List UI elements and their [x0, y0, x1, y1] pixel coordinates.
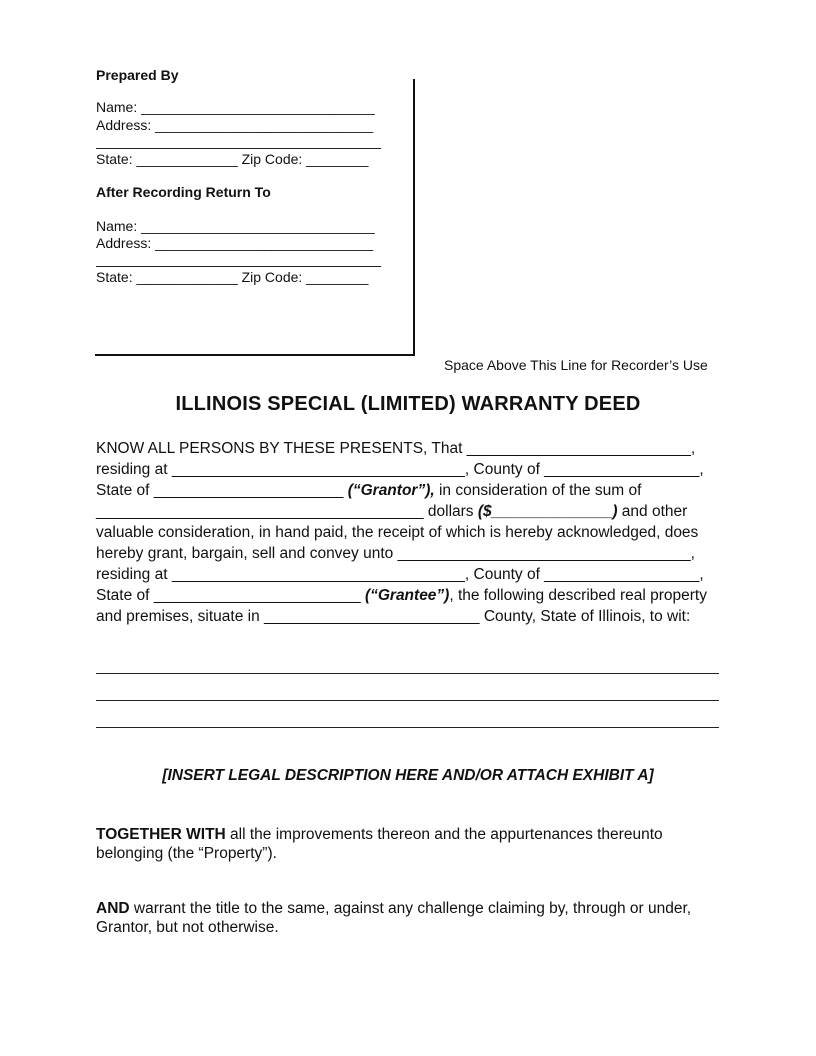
and-warrant-text: warrant the title to the same, against any challenge claiming by, through or under, Grantor, but not otherwise. [96, 900, 692, 936]
prepared-by-heading: Prepared By [96, 67, 179, 83]
grantor-label: (“Grantor”), [347, 482, 435, 499]
consideration-amount-field[interactable]: ($______________) [477, 503, 618, 520]
prepared-by-address-line [96, 148, 381, 149]
body-line-9[interactable]: and premises, situate in _________________________ County, State of Illinois, to wit: [96, 608, 691, 625]
body-line-7[interactable]: residing at __________________________________, County of __________________, [96, 566, 704, 583]
recorder-space-baseline [95, 354, 415, 356]
return-to-address-field[interactable]: Address: ____________________________ [96, 235, 374, 251]
grantor-state-field[interactable]: State of ______________________ [96, 482, 348, 499]
recorder-space-divider [413, 79, 415, 356]
prepared-by-state-zip-field[interactable]: State: _____________ Zip Code: ________ [96, 151, 369, 167]
body-line-3[interactable] [96, 480, 641, 501]
consideration-words-field[interactable]: ______________________________________ dollars [96, 503, 478, 520]
together-with-paragraph [96, 825, 726, 863]
grantee-label: (“Grantee”) [364, 587, 450, 604]
return-to-heading: After Recording Return To [96, 184, 271, 200]
together-with-text: all the improvements thereon and the appurtenances thereunto belonging (the “Property”). [96, 826, 663, 862]
prepared-by-address-field[interactable]: Address: ____________________________ [96, 117, 374, 133]
return-to-state-zip-field[interactable]: State: _____________ Zip Code: ________ [96, 269, 369, 285]
deed-title: ILLINOIS SPECIAL (LIMITED) WARRANTY DEED [175, 393, 641, 415]
return-to-address-line [96, 266, 381, 267]
body-line-1[interactable]: KNOW ALL PERSONS BY THESE PRESENTS, That __________________________, [96, 440, 696, 457]
property-text: , the following described real property [449, 587, 707, 604]
prepared-by-name-field[interactable]: Name: ______________________________ [96, 99, 375, 115]
grantee-state-field[interactable]: State of ________________________ [96, 587, 365, 604]
insert-legal-description-note: [INSERT LEGAL DESCRIPTION HERE AND/OR ATTACH EXHIBIT A] [162, 767, 654, 784]
body-line-2[interactable]: residing at __________________________________, County of __________________, [96, 461, 704, 478]
consideration-text: in consideration of the sum of [434, 482, 642, 499]
together-with-lead: TOGETHER WITH [96, 826, 226, 843]
return-to-name-field[interactable]: Name: ______________________________ [96, 218, 375, 234]
body-line-8[interactable] [96, 585, 707, 606]
body-line-5: valuable consideration, in hand paid, the receipt of which is hereby acknowledged, does [96, 524, 699, 541]
and-warrant-lead: AND [96, 900, 130, 917]
legal-description-line-3[interactable] [96, 727, 719, 728]
recorder-use-note: Space Above This Line for Recorder’s Use [444, 357, 708, 373]
body-line-6[interactable]: hereby grant, bargain, sell and convey unto __________________________________, [96, 545, 695, 562]
other-text: and other [617, 503, 688, 520]
and-warrant-paragraph [96, 899, 726, 937]
body-line-4[interactable] [96, 501, 687, 522]
legal-description-line-1[interactable] [96, 673, 719, 674]
legal-description-line-2[interactable] [96, 700, 719, 701]
